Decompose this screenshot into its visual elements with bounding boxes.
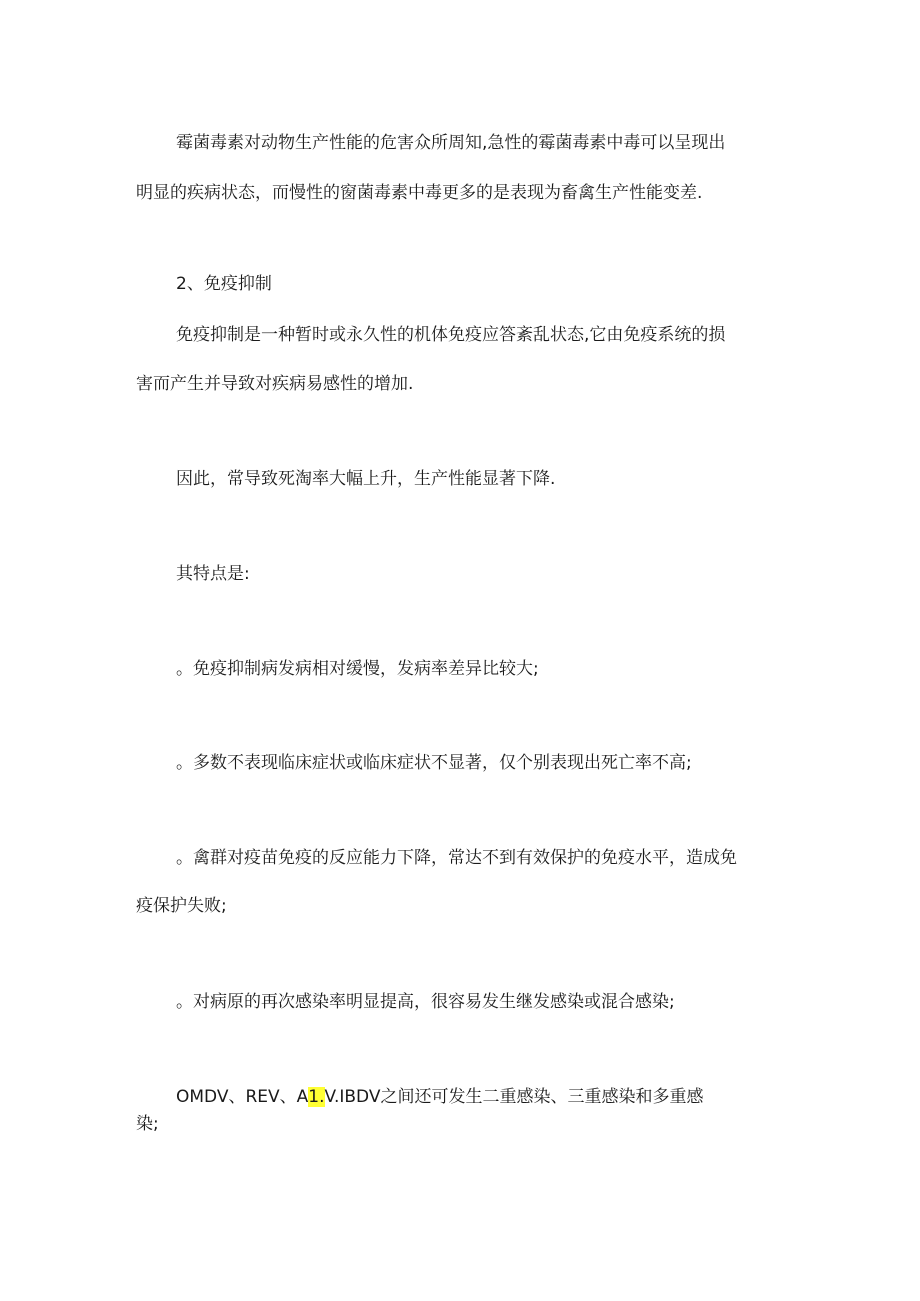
paragraph-mycotoxin-line-1: 霉菌毒素对动物生产性能的危害众所周知,急性的霉菌毒素中毒可以呈现出 bbox=[176, 133, 726, 153]
bullet-item-3-line-1: 。禽群对疫苗免疫的反应能力下降，常达不到有效保护的免疫水平，造成免 bbox=[176, 848, 737, 868]
coinfection-text-end: V.IBDV之间还可发生二重感染、三重感染和多重感 bbox=[324, 1087, 704, 1107]
paragraph-mycotoxin-line-2: 明显的疾病状态，而慢性的窗菌毒素中毒更多的是表现为畜禽生产性能变差. bbox=[136, 183, 703, 203]
paragraph-consequence: 因此，常导致死淘率大幅上升，生产性能显著下降. bbox=[176, 469, 556, 489]
bullet-item-1: 。免疫抑制病发病相对缓慢，发病率差异比较大; bbox=[176, 659, 539, 679]
coinfection-text-start: OMDV、REV、A bbox=[176, 1087, 309, 1107]
section-heading: 2、免疫抑制 bbox=[176, 274, 272, 294]
highlighted-text: 1. bbox=[308, 1087, 325, 1107]
bullet-item-4: 。对病原的再次感染率明显提高，很容易发生继发感染或混合感染; bbox=[176, 992, 675, 1012]
paragraph-immunosuppression-line-2: 害而产生并导致对疾病易感性的增加. bbox=[136, 374, 414, 394]
paragraph-coinfection-line-2: 染; bbox=[136, 1114, 159, 1134]
paragraph-immunosuppression-line-1: 免疫抑制是一种暂时或永久性的机体免疫应答紊乱状态,它由免疫系统的损 bbox=[176, 325, 726, 345]
bullet-item-2: 。多数不表现临床症状或临床症状不显著，仅个别表现出死亡率不高; bbox=[176, 753, 692, 773]
paragraph-coinfection-line-1 bbox=[176, 1085, 796, 1109]
paragraph-features-intro: 其特点是: bbox=[176, 564, 250, 584]
bullet-item-3-line-2: 疫保护失败; bbox=[136, 896, 227, 916]
